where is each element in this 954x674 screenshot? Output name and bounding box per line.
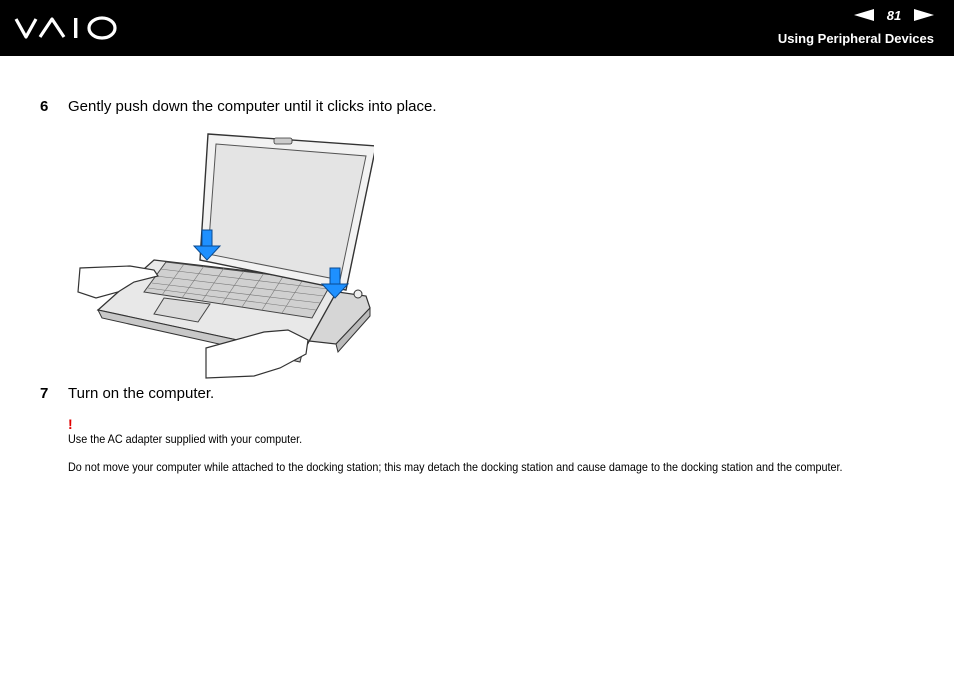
page-number: 81 <box>886 7 902 23</box>
step-number: 6 <box>40 98 49 115</box>
section-title: Using Peripheral Devices <box>777 31 934 46</box>
note-text: Do not move your computer while attached to the docking station; this may detach the docking station and cause damage to the docking station and the computer. <box>68 460 843 474</box>
triangle-left-icon[interactable] <box>854 9 874 21</box>
note-text: Use the AC adapter supplied with your computer. <box>68 432 303 446</box>
step-6 <box>40 98 437 115</box>
warning-mark: ! <box>68 416 73 432</box>
page-header <box>0 0 954 56</box>
step-7 <box>40 385 214 402</box>
laptop-docking-illustration <box>74 132 374 382</box>
step-number: 7 <box>40 385 49 402</box>
vaio-logo <box>14 13 122 43</box>
page-navigation <box>854 7 934 23</box>
triangle-right-icon[interactable] <box>914 9 934 21</box>
step-text: Gently push down the computer until it clicks into place. <box>68 98 437 115</box>
step-text: Turn on the computer. <box>68 385 215 402</box>
